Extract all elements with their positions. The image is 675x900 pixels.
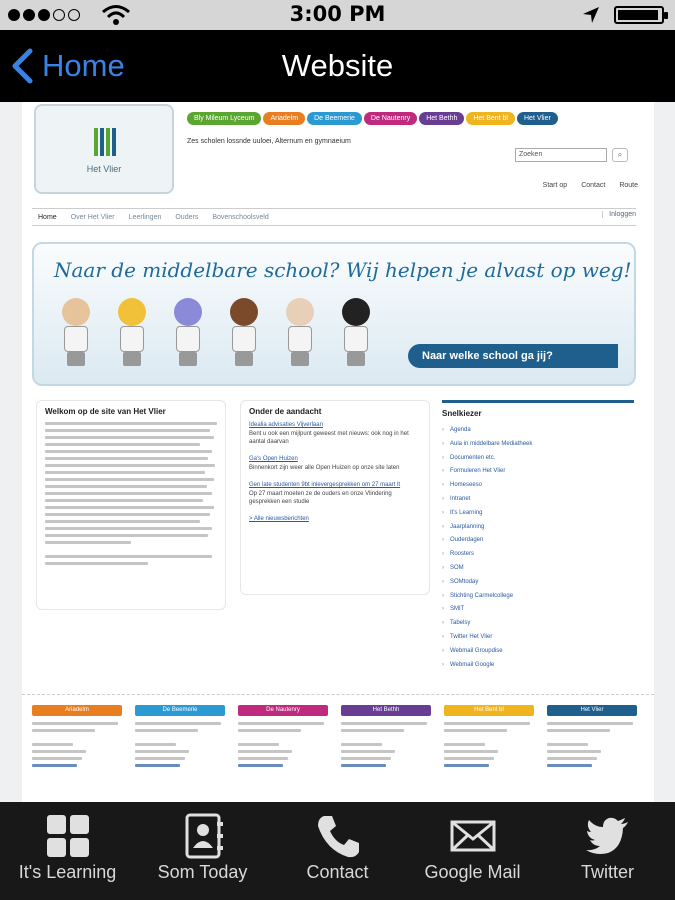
login-link[interactable]: Inloggen — [602, 211, 636, 218]
text-line — [135, 757, 185, 760]
tab-its-learning[interactable] — [0, 802, 135, 900]
utility-link[interactable]: Contact — [581, 182, 606, 189]
text-line — [45, 527, 212, 530]
text-line — [547, 729, 610, 732]
quicklink-label: Aula in middelbare Mediatheek — [450, 440, 533, 447]
navigation-bar — [0, 30, 675, 102]
quicklink-item[interactable] — [442, 493, 634, 507]
menu-item[interactable]: Home — [38, 213, 57, 221]
tab-twitter[interactable] — [540, 802, 675, 900]
text-line — [135, 729, 198, 732]
text-line — [444, 722, 530, 725]
phone-icon — [314, 812, 362, 860]
battery-icon — [614, 6, 664, 24]
chevron-right-icon: › — [442, 427, 444, 433]
kid-figure — [282, 298, 318, 368]
quicklink-item[interactable] — [442, 562, 634, 576]
text-line — [547, 757, 597, 760]
location-tag[interactable]: De Nautenry — [238, 705, 328, 716]
menu-item[interactable]: Bovenschoolsveld — [212, 213, 269, 221]
text-line — [444, 750, 498, 753]
location-tag[interactable]: Het Bethh — [341, 705, 431, 716]
quicklink-label: Twitter Het Vlier — [450, 633, 493, 640]
news-item-text: Binnenkort zijn weer alle Open Huizen op onze site laten — [249, 465, 400, 471]
quicklink-item[interactable] — [442, 465, 634, 479]
text-line — [238, 757, 288, 760]
news-item[interactable] — [249, 422, 421, 446]
text-line — [341, 743, 382, 746]
text-line — [341, 764, 386, 767]
welcome-text — [45, 422, 217, 565]
quicklink-label: Documenten etc. — [450, 454, 496, 461]
tab-label: It's Learning — [18, 862, 117, 882]
quicklink-item[interactable] — [442, 438, 634, 452]
quicklink-item[interactable] — [442, 631, 634, 645]
school-tab[interactable]: Bly Mileum Lyceum — [187, 112, 261, 125]
quicklinks-section — [442, 400, 634, 672]
text-line — [32, 729, 95, 732]
text-line — [135, 722, 221, 725]
quicklink-label: Agenda — [450, 427, 471, 433]
location-arrow-icon — [582, 6, 600, 24]
text-line — [45, 457, 208, 460]
chevron-right-icon: › — [442, 606, 444, 613]
text-line — [32, 743, 73, 746]
search-button[interactable]: ⌕ — [612, 148, 628, 162]
tab-contact[interactable] — [270, 802, 405, 900]
quicklink-label: SOMtoday — [450, 578, 479, 585]
promo-banner[interactable] — [32, 242, 636, 386]
kid-figure — [338, 298, 374, 368]
banner-illustration — [58, 298, 374, 368]
chevron-right-icon: › — [442, 495, 444, 502]
location-tag[interactable]: Het Vlier — [547, 705, 637, 716]
kid-figure — [170, 298, 206, 368]
site-menu — [32, 208, 636, 226]
status-bar — [0, 0, 675, 30]
text-line — [238, 722, 324, 725]
quicklink-item[interactable] — [442, 645, 634, 659]
tab-google-mail[interactable] — [405, 802, 540, 900]
banner-title: Naar de middelbare school? Wij helpen je alvast op weg! — [54, 258, 632, 282]
text-line — [45, 471, 205, 474]
text-line — [135, 750, 189, 753]
grid-icon — [44, 812, 92, 860]
quicklink-label: Homeseeso — [450, 482, 483, 489]
text-line — [238, 729, 301, 732]
quicklink-label: Webmail Groupdise — [450, 647, 503, 654]
news-item[interactable] — [249, 482, 421, 506]
text-line — [45, 492, 212, 495]
text-line — [238, 764, 283, 767]
chevron-right-icon: › — [442, 537, 444, 544]
text-line — [45, 436, 214, 439]
text-line — [341, 729, 404, 732]
kid-figure — [58, 298, 94, 368]
locations-footer — [22, 694, 654, 802]
text-line — [135, 743, 176, 746]
quicklink-item[interactable] — [442, 424, 634, 438]
text-line — [45, 485, 207, 488]
location-column — [32, 705, 122, 771]
chevron-right-icon: › — [442, 509, 444, 516]
tab-label: Contact — [306, 862, 369, 882]
quicklink-item[interactable] — [442, 617, 634, 631]
text-line — [238, 743, 279, 746]
chevron-right-icon: › — [442, 440, 444, 447]
quicklink-item[interactable] — [442, 452, 634, 466]
chevron-right-icon: › — [442, 578, 444, 585]
news-item-title[interactable]: Gen late studenten 9bt inlevergesprekken om 27 maart lt — [249, 482, 401, 488]
location-column — [238, 705, 328, 771]
kid-figure — [114, 298, 150, 368]
website-page — [22, 102, 654, 802]
quicklink-item[interactable] — [442, 590, 634, 604]
text-line — [547, 722, 633, 725]
text-line — [45, 422, 217, 425]
quicklink-label: SMIT — [450, 606, 465, 613]
news-list — [249, 422, 421, 506]
kid-figure — [226, 298, 262, 368]
quicklink-label: Intranet — [450, 495, 471, 502]
text-line — [45, 429, 210, 432]
text-line — [32, 750, 86, 753]
quicklink-item[interactable] — [442, 659, 634, 673]
text-line — [32, 722, 118, 725]
text-line — [45, 443, 200, 446]
chevron-right-icon: › — [442, 551, 444, 558]
news-item-title[interactable]: Idealia advisaties Vijverlaan — [249, 422, 323, 428]
text-line — [45, 499, 203, 502]
contacts-book-icon — [179, 812, 227, 860]
site-tagline: Zes scholen lossnde uuloei, Alternum en gymnaeium — [187, 138, 351, 145]
text-line — [45, 478, 214, 481]
location-column — [135, 705, 225, 771]
text-line — [444, 764, 489, 767]
text-line — [45, 520, 200, 523]
quicklink-label: It's Learning — [450, 509, 483, 516]
logo-bars-icon — [94, 128, 116, 156]
chevron-right-icon: › — [442, 454, 444, 461]
text-line — [45, 513, 210, 516]
text-line — [547, 743, 588, 746]
quicklink-label: Stichting Carmelcollege — [450, 592, 514, 599]
location-tag[interactable]: De Beemerie — [135, 705, 225, 716]
mail-icon — [449, 812, 497, 860]
text-line — [45, 562, 148, 565]
text-line — [32, 764, 77, 767]
location-column — [547, 705, 637, 771]
chevron-right-icon: › — [442, 620, 444, 627]
quicklinks-list — [442, 424, 634, 672]
quicklink-label: Formuleren Het Vlier — [450, 468, 506, 475]
location-column — [444, 705, 534, 771]
quicklink-label: Tabelsy — [450, 620, 471, 627]
text-line — [45, 450, 212, 453]
logo-text: Het Vlier — [86, 164, 122, 174]
quicklink-item[interactable] — [442, 576, 634, 590]
school-tab[interactable]: De Beemerie — [307, 112, 362, 125]
text-line — [45, 541, 131, 544]
text-line — [547, 750, 601, 753]
text-line — [444, 743, 485, 746]
site-search-input[interactable]: Zoeken — [515, 148, 607, 162]
quicklink-label: Ouderdagen — [450, 537, 484, 544]
all-news-link[interactable]: > Alle nieuwsberichten — [249, 516, 309, 522]
school-tabs — [187, 112, 558, 125]
chevron-right-icon: › — [442, 564, 444, 571]
location-tag[interactable]: Het Bent bl — [444, 705, 534, 716]
text-line — [238, 750, 292, 753]
text-line — [444, 757, 494, 760]
chevron-right-icon: › — [442, 592, 444, 599]
text-line — [32, 757, 82, 760]
school-tab[interactable]: Het Vlier — [517, 112, 558, 125]
menu-item[interactable]: Ouders — [175, 213, 199, 221]
chevron-right-icon: › — [442, 647, 444, 654]
news-item-title[interactable]: Ga's Open Huizen — [249, 456, 298, 462]
news-heading: Onder de aandacht — [249, 407, 322, 416]
welcome-heading: Welkom op de site van Het Vlier — [45, 407, 166, 416]
text-line — [45, 534, 208, 537]
text-line — [341, 757, 391, 760]
news-item-text: Bent u ook een mijlpunt geweest met nieuws: ook nog in het aantal daarvan — [249, 431, 409, 445]
menu-item[interactable]: Over Het Vlier — [70, 213, 115, 221]
quicklink-item[interactable] — [442, 507, 634, 521]
news-item[interactable] — [249, 456, 421, 472]
tab-label: Twitter — [580, 862, 634, 882]
quicklinks-heading: Snelkiezer — [442, 409, 482, 418]
tab-som-today[interactable] — [135, 802, 270, 900]
chevron-right-icon: › — [442, 482, 444, 489]
text-line — [45, 548, 62, 551]
location-column — [341, 705, 431, 771]
quicklink-item[interactable] — [442, 479, 634, 493]
chevron-right-icon: › — [442, 633, 444, 640]
text-line — [444, 729, 507, 732]
school-tab[interactable]: De Nautenry — [364, 112, 417, 125]
text-line — [45, 464, 215, 467]
text-line — [341, 750, 395, 753]
quicklink-item[interactable] — [442, 603, 634, 617]
text-line — [45, 506, 214, 509]
tab-bar — [0, 802, 675, 900]
quicklink-label: Roosters — [450, 551, 475, 558]
utility-link[interactable]: Route — [619, 182, 638, 189]
menu-item[interactable]: Leerlingen — [128, 213, 162, 221]
school-tab[interactable]: Het Bent bl — [466, 112, 515, 125]
text-line — [547, 764, 592, 767]
text-line — [341, 722, 427, 725]
news-section — [240, 400, 430, 595]
quicklink-label: SOM — [450, 564, 464, 571]
utility-links — [543, 182, 638, 189]
quicklink-label: Webmail Google — [450, 661, 495, 668]
utility-link[interactable]: Start op — [542, 182, 568, 189]
site-logo[interactable] — [34, 104, 174, 194]
text-line — [135, 764, 180, 767]
twitter-bird-icon — [584, 812, 632, 860]
school-tab[interactable]: Het Bethh — [419, 112, 464, 125]
chevron-right-icon: › — [442, 523, 444, 530]
banner-cta-button[interactable]: Naar welke school ga jij? — [408, 344, 618, 368]
tab-label: Som Today — [157, 862, 248, 882]
school-tab[interactable]: Ariadelm — [263, 112, 305, 125]
tab-label: Google Mail — [424, 862, 521, 882]
back-button-label: Home — [42, 48, 125, 83]
chevron-right-icon: › — [442, 661, 444, 668]
quicklink-item[interactable] — [442, 521, 634, 535]
quicklink-item[interactable] — [442, 548, 634, 562]
text-line — [45, 555, 212, 558]
chevron-right-icon: › — [442, 468, 444, 475]
status-time: 3:00 PM — [289, 2, 386, 26]
quicklink-item[interactable] — [442, 534, 634, 548]
webview[interactable] — [0, 102, 675, 802]
page-title: Website — [281, 48, 394, 83]
quicklink-label: Jaarplanning — [450, 523, 485, 530]
welcome-section — [36, 400, 226, 610]
location-tag[interactable]: Ariadelm — [32, 705, 122, 716]
news-item-text: Op 27 maart moeten ze de ouders en onze Vlindering gesprekken een studie — [249, 491, 392, 505]
